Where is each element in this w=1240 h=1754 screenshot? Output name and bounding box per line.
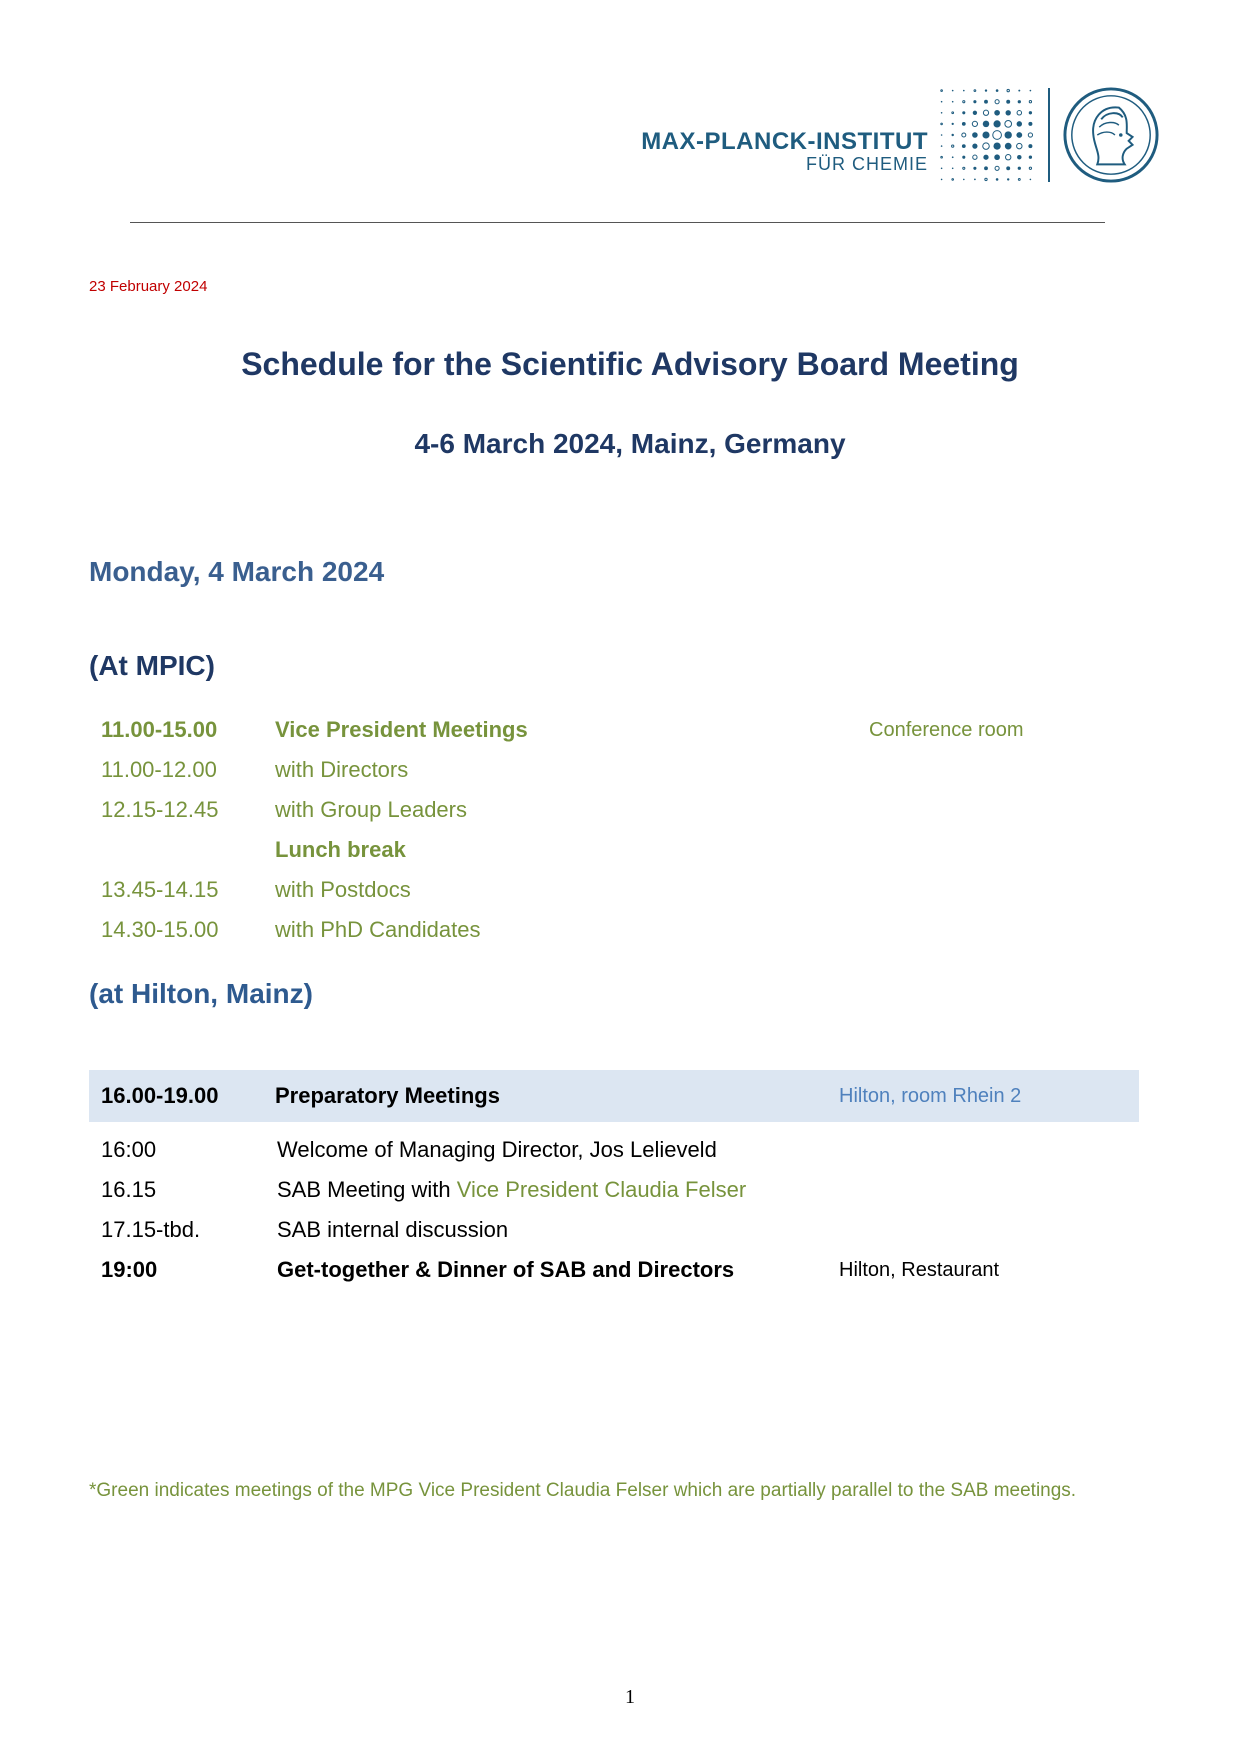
row-event-text: SAB Meeting with [277,1177,457,1202]
row-time: 11.00-15.00 [101,717,218,742]
schedule-row [89,710,1139,750]
row-time: 14.30-15.00 [101,917,219,942]
schedule-row [89,1210,1139,1250]
schedule-row [89,830,1139,870]
hilton-section-heading: (at Hilton, Mainz) [89,978,313,1009]
footnote: *Green indicates meetings of the MPG Vice President Claudia Felser which are partially parallel to the SAB meetings. [89,1480,1077,1501]
schedule-row [89,1250,1139,1290]
row-event [277,1170,746,1210]
schedule-row [89,1076,1139,1116]
row-location: Hilton, room Rhein 2 [839,1085,1022,1107]
dot-grid-logo-icon [936,85,1036,185]
row-event: with Postdocs [275,877,411,902]
page-number: 1 [625,1686,635,1708]
institute-name: MAX-PLANCK-INSTITUT [641,128,928,155]
row-time: 19:00 [101,1257,158,1282]
row-time: 17.15-tbd. [101,1217,201,1242]
row-event: SAB internal discussion [277,1217,509,1242]
row-event-highlight: Vice President Claudia Felser [456,1177,747,1202]
schedule-row [89,910,1139,950]
mpic-section-heading: (At MPIC) [89,650,215,681]
document-date: 23 February 2024 [89,278,208,295]
row-event: with Directors [275,757,409,782]
row-time: 16:00 [101,1137,157,1162]
schedule-row [89,790,1139,830]
row-time: 16.00-19.00 [101,1083,219,1108]
row-time: 16.15 [101,1177,157,1202]
schedule-row [89,1130,1139,1170]
row-time: 12.15-12.45 [101,797,219,822]
page-title: Schedule for the Scientific Advisory Board Meeting [241,346,1019,382]
row-event: with Group Leaders [275,797,467,822]
row-event: Welcome of Managing Director, Jos Lelieveld [277,1137,717,1162]
institute-subname: FÜR CHEMIE [806,154,928,174]
row-event: Lunch break [275,837,406,862]
logo-separator [1048,88,1050,182]
schedule-row [89,870,1139,910]
row-event: Vice President Meetings [275,717,528,742]
header-divider [130,222,1105,223]
row-time: 13.45-14.15 [101,877,219,902]
schedule-row [89,1170,1139,1210]
row-event: with PhD Candidates [275,917,481,942]
page-subtitle: 4-6 March 2024, Mainz, Germany [414,428,846,459]
minerva-seal-icon [1062,86,1160,184]
row-location: Hilton, Restaurant [839,1259,1000,1281]
row-event: Get-together & Dinner of SAB and Directors [277,1257,735,1282]
row-event: Preparatory Meetings [275,1083,500,1108]
row-time: 11.00-12.00 [101,757,217,782]
day-heading: Monday, 4 March 2024 [89,556,385,587]
schedule-row [89,750,1139,790]
row-location: Conference room [869,719,1024,741]
